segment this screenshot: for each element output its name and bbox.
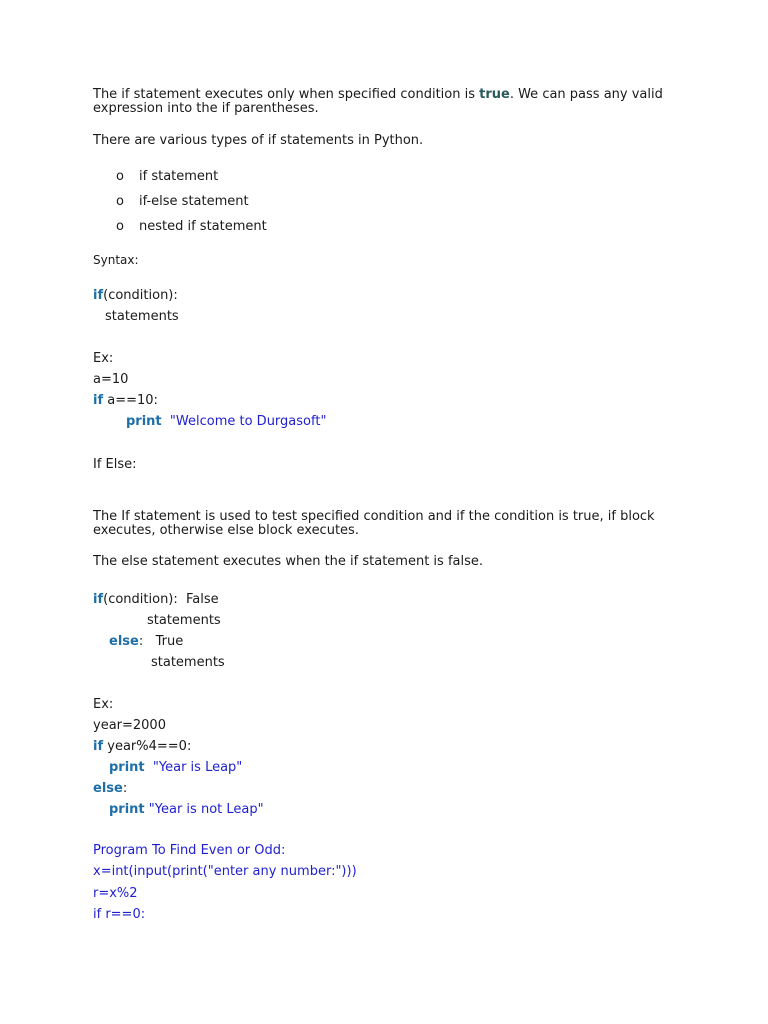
if-keyword: if: [93, 393, 104, 408]
program-title: Program To Find Even or Odd:: [93, 843, 286, 858]
else-condition: : True: [138, 634, 184, 649]
program-line-2: r=x%2: [93, 886, 138, 901]
if-keyword: if: [93, 288, 104, 303]
intro-text-tail: . We can pass any valid: [509, 87, 663, 102]
if-keyword: if: [93, 592, 104, 607]
ex2-else-line: [93, 781, 127, 796]
ex2-label: Ex:: [93, 697, 114, 712]
list-item: if-else statement: [139, 194, 249, 209]
if-else-syntax-body-1: statements: [147, 613, 221, 628]
else-keyword: else: [93, 781, 123, 796]
syntax-body: statements: [105, 309, 179, 324]
if-else-desc-line-2: executes, otherwise else block executes.: [93, 523, 359, 538]
print-keyword: print: [126, 414, 162, 429]
intro-text: The if statement executes only when specified condition is: [93, 87, 480, 102]
ex2-if-line: [93, 739, 191, 754]
program-line-1: x=int(input(print("enter any number:"))): [93, 864, 357, 879]
ex1-print-line: [126, 414, 326, 429]
types-intro: There are various types of if statements in Python.: [93, 133, 424, 148]
ex1-if-line: [93, 393, 158, 408]
condition-text: (condition):: [103, 288, 178, 303]
ex2-assign: year=2000: [93, 718, 166, 733]
ex1-label: Ex:: [93, 351, 114, 366]
if-else-desc-line-1: The If statement is used to test specified condition and if the condition is true, if block: [93, 509, 655, 524]
bullet-marker: o: [116, 219, 124, 234]
if-else-syntax-if: [93, 592, 219, 607]
print-keyword: print: [109, 802, 145, 817]
syntax-heading: Syntax:: [93, 253, 139, 267]
if-keyword: if: [93, 739, 104, 754]
ex2-print-leap: [109, 760, 242, 775]
else-desc: The else statement executes when the if statement is false.: [93, 554, 483, 569]
if-else-syntax-else: [109, 634, 183, 649]
true-keyword: true: [479, 87, 510, 102]
program-line-3: if r==0:: [93, 907, 146, 922]
intro-line-1: [93, 87, 663, 102]
else-colon: :: [122, 781, 128, 796]
list-item: nested if statement: [139, 219, 267, 234]
if-condition: (condition): False: [103, 592, 219, 607]
intro-line-2: expression into the if parentheses.: [93, 101, 319, 116]
else-keyword: else: [109, 634, 139, 649]
ex2-print-not-leap: [109, 802, 264, 817]
if-condition: year%4==0:: [103, 739, 192, 754]
ex1-assign: a=10: [93, 372, 129, 387]
list-item: if statement: [139, 169, 219, 184]
bullet-marker: o: [116, 169, 124, 184]
bullet-marker: o: [116, 194, 124, 209]
print-string: "Welcome to Durgasoft": [169, 414, 327, 429]
print-string: "Year is not Leap": [148, 802, 264, 817]
if-else-heading: If Else:: [93, 457, 137, 472]
syntax-if-line: [93, 288, 178, 303]
if-else-syntax-body-2: statements: [151, 655, 225, 670]
print-keyword: print: [109, 760, 145, 775]
if-condition: a==10:: [103, 393, 158, 408]
print-string: "Year is Leap": [152, 760, 243, 775]
